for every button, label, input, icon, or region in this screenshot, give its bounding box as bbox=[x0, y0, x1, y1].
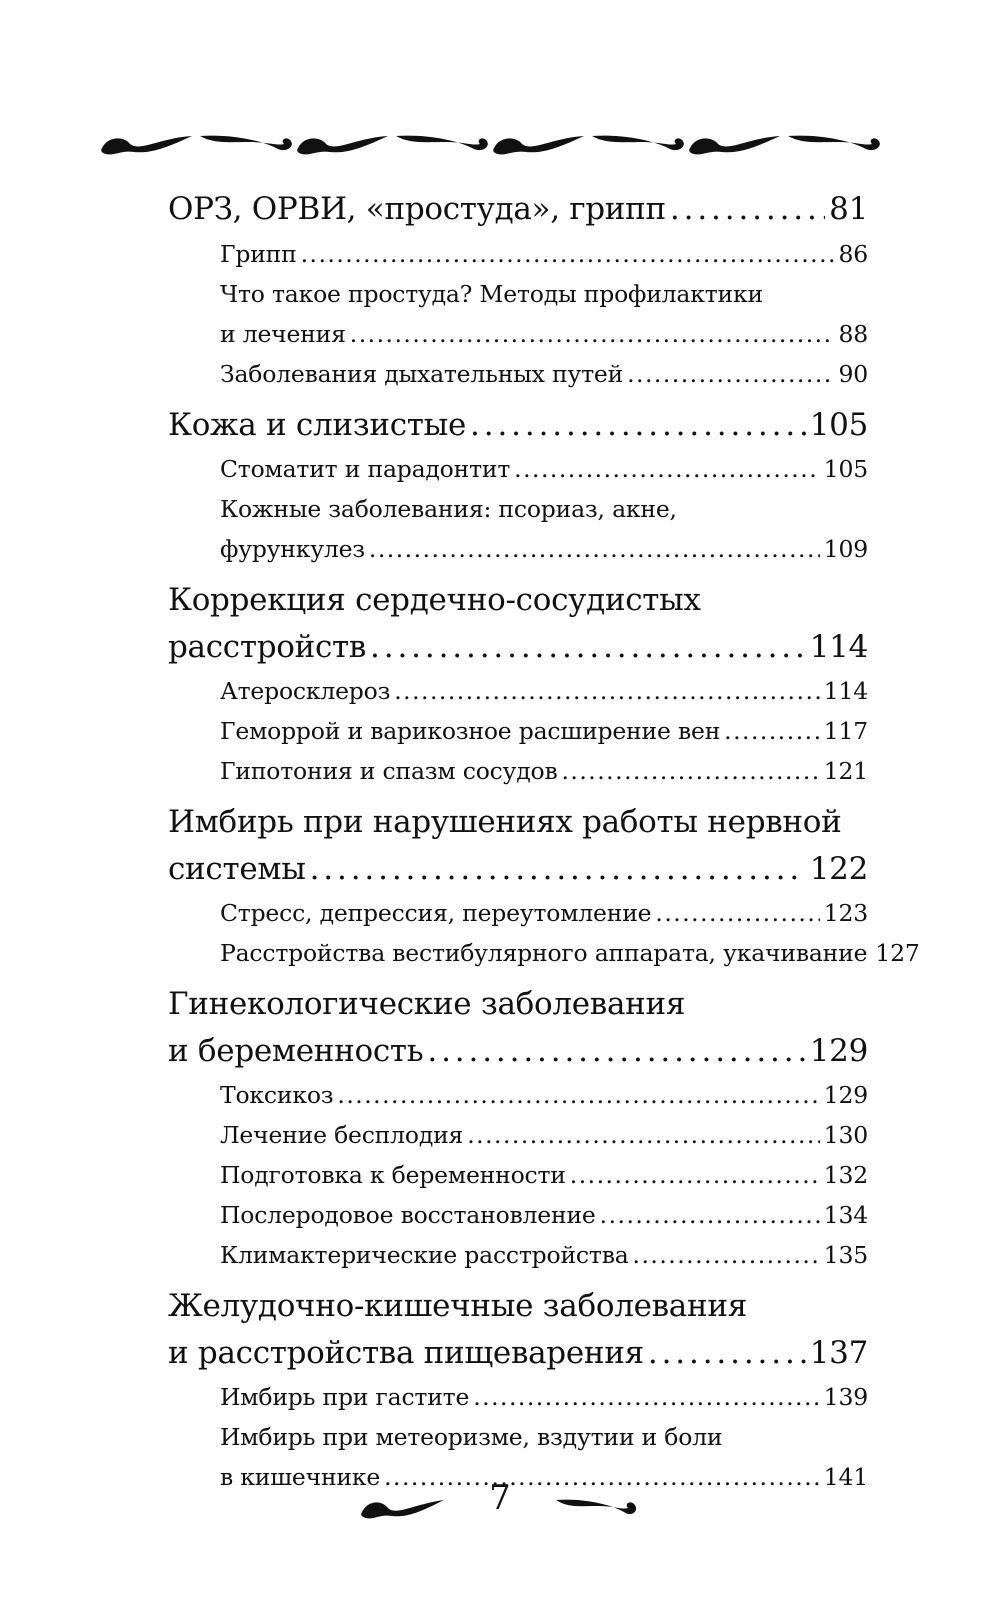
toc-subentry-kozhnye-line2 bbox=[168, 529, 868, 569]
toc-page-number: 114 bbox=[809, 629, 868, 665]
toc-page-number: 86 bbox=[838, 240, 868, 268]
toc-chapter-kozha bbox=[168, 402, 868, 449]
toc-page-number: 127 bbox=[875, 939, 920, 967]
toc-entry-title: Грипп bbox=[220, 240, 297, 268]
toc-page-number: 134 bbox=[823, 1201, 868, 1229]
toc-entry-title: и лечения bbox=[220, 320, 346, 348]
toc-leader-dots bbox=[470, 402, 806, 449]
toc-leader-dots bbox=[655, 893, 819, 933]
toc-chapter-ginekologiya-line1 bbox=[168, 981, 868, 1028]
toc-subentry-stomatit bbox=[168, 449, 868, 489]
toc-entry-title: Заболевания дыхательных путей bbox=[220, 360, 624, 388]
toc-chapter-zheludochno-line2 bbox=[168, 1330, 868, 1377]
toc-subentry-podgotovka bbox=[168, 1155, 868, 1195]
toc-subentry-vestibulyarny bbox=[168, 933, 920, 973]
toc-leader-dots bbox=[310, 846, 806, 893]
toc-page-number: 135 bbox=[823, 1241, 868, 1269]
toc-entry-title: фурункулез bbox=[220, 535, 365, 563]
toc-subentry-gripp bbox=[168, 234, 868, 274]
table-of-contents bbox=[168, 186, 920, 1497]
toc-entry-title: Имбирь при гастите bbox=[220, 1383, 470, 1411]
toc-subentry-dykhatelnye bbox=[168, 354, 868, 394]
toc-page-number: 105 bbox=[809, 407, 868, 443]
toc-leader-dots bbox=[633, 1235, 820, 1275]
toc-leader-dots bbox=[394, 671, 820, 711]
toc-subentry-kozhnye-line1 bbox=[168, 489, 868, 529]
toc-chapter-nervnaya-line2 bbox=[168, 846, 868, 893]
toc-entry-title: Токсикоз bbox=[220, 1081, 334, 1109]
toc-page-number: 129 bbox=[809, 1033, 868, 1069]
toc-page-number: 109 bbox=[823, 535, 868, 563]
toc-subentry-poslerodovoe bbox=[168, 1195, 868, 1235]
toc-entry-title: Расстройства вестибулярного аппарата, укачивание bbox=[220, 939, 868, 967]
toc-subentry-besplodie bbox=[168, 1115, 868, 1155]
toc-page-number: 132 bbox=[823, 1161, 868, 1189]
toc-leader-dots bbox=[670, 186, 825, 233]
toc-chapter-nervnaya-line1 bbox=[168, 799, 868, 846]
toc-leader-dots bbox=[514, 449, 820, 489]
toc-leader-dots bbox=[337, 1075, 819, 1115]
toc-entry-title: в кишечнике bbox=[220, 1463, 381, 1491]
toc-page-number: 123 bbox=[823, 899, 868, 927]
toc-entry-title: Гипотония и спазм сосудов bbox=[220, 757, 558, 785]
toc-entry-title: Лечение бесплодия bbox=[220, 1121, 464, 1149]
page-number: 7 bbox=[489, 1478, 511, 1518]
toc-entry-title: Атеросклероз bbox=[220, 677, 391, 705]
toc-entry-title: Подготовка к беременности bbox=[220, 1161, 566, 1189]
toc-entry-title: Гинекологические заболевания bbox=[168, 986, 686, 1022]
toc-leader-dots bbox=[627, 354, 834, 394]
toc-entry-title: Кожа и слизистые bbox=[168, 407, 467, 443]
toc-leader-dots bbox=[724, 711, 820, 751]
toc-page-number: 129 bbox=[823, 1081, 868, 1109]
toc-entry-title: Стресс, депрессия, переутомление bbox=[220, 899, 652, 927]
toc-leader-dots bbox=[473, 1377, 820, 1417]
toc-leader-dots bbox=[570, 1155, 820, 1195]
toc-entry-title: Имбирь при нарушениях работы нервной bbox=[168, 804, 842, 840]
toc-page-number: 114 bbox=[823, 677, 868, 705]
ornament-top-band bbox=[100, 128, 880, 162]
toc-chapter-ginekologiya-line2 bbox=[168, 1028, 868, 1075]
toc-subentry-toksikoz bbox=[168, 1075, 868, 1115]
toc-entry-title: Имбирь при метеоризме, вздутии и боли bbox=[220, 1423, 723, 1451]
toc-page-number: 130 bbox=[823, 1121, 868, 1149]
toc-entry-title: Что такое простуда? Методы профилактики bbox=[220, 280, 763, 308]
toc-page-number: 141 bbox=[823, 1463, 868, 1491]
toc-leader-dots bbox=[648, 1330, 806, 1377]
toc-chapter-zheludochno-line1 bbox=[168, 1283, 868, 1330]
toc-entry-title: Кожные заболевания: псориаз, акне, bbox=[220, 495, 677, 523]
toc-subentry-gemorroy bbox=[168, 711, 868, 751]
toc-entry-title: и беременность bbox=[168, 1033, 424, 1069]
toc-entry-title: системы bbox=[168, 851, 306, 887]
toc-page-number: 139 bbox=[823, 1383, 868, 1411]
toc-page-number: 122 bbox=[809, 851, 868, 887]
toc-page-number: 105 bbox=[823, 455, 868, 483]
toc-page-number: 90 bbox=[838, 360, 868, 388]
toc-leader-dots bbox=[370, 624, 806, 671]
toc-entry-title: Стоматит и парадонтит bbox=[220, 455, 511, 483]
toc-page-number: 81 bbox=[829, 191, 868, 227]
toc-leader-dots bbox=[467, 1115, 820, 1155]
toc-entry-title: Желудочно-кишечные заболевания bbox=[168, 1288, 747, 1324]
toc-chapter-serdechno-line2 bbox=[168, 624, 868, 671]
toc-leader-dots bbox=[427, 1028, 805, 1075]
toc-subentry-ateroskleroz bbox=[168, 671, 868, 711]
toc-leader-dots bbox=[561, 751, 819, 791]
toc-page-number: 88 bbox=[838, 320, 868, 348]
toc-subentry-prostuda-line1 bbox=[168, 274, 868, 314]
toc-subentry-prostuda-line2 bbox=[168, 314, 868, 354]
toc-chapter-orz bbox=[168, 186, 868, 234]
toc-entry-title: расстройств bbox=[168, 629, 367, 665]
toc-leader-dots bbox=[369, 529, 820, 569]
toc-subentry-meteorizm-line1 bbox=[168, 1417, 868, 1457]
toc-entry-title: и расстройства пищеварения bbox=[168, 1335, 644, 1371]
toc-page-number: 117 bbox=[823, 717, 868, 745]
toc-leader-dots bbox=[301, 234, 835, 274]
toc-page-number: 121 bbox=[823, 757, 868, 785]
toc-subentry-gastrit bbox=[168, 1377, 868, 1417]
toc-chapter-serdechno-line1 bbox=[168, 577, 868, 624]
toc-entry-title: ОРЗ, ОРВИ, «простуда», грипп bbox=[168, 191, 666, 227]
toc-leader-dots bbox=[600, 1195, 820, 1235]
toc-entry-title: Коррекция сердечно-сосудистых bbox=[168, 582, 701, 618]
toc-entry-title: Климактерические расстройства bbox=[220, 1241, 629, 1269]
toc-subentry-stress bbox=[168, 893, 868, 933]
toc-subentry-klimakteriya bbox=[168, 1235, 868, 1275]
toc-subentry-gipotoniya bbox=[168, 751, 868, 791]
toc-entry-title: Геморрой и варикозное расширение вен bbox=[220, 717, 721, 745]
toc-leader-dots bbox=[350, 314, 835, 354]
toc-page-number: 137 bbox=[809, 1335, 868, 1371]
toc-entry-title: Послеродовое восстановление bbox=[220, 1201, 596, 1229]
